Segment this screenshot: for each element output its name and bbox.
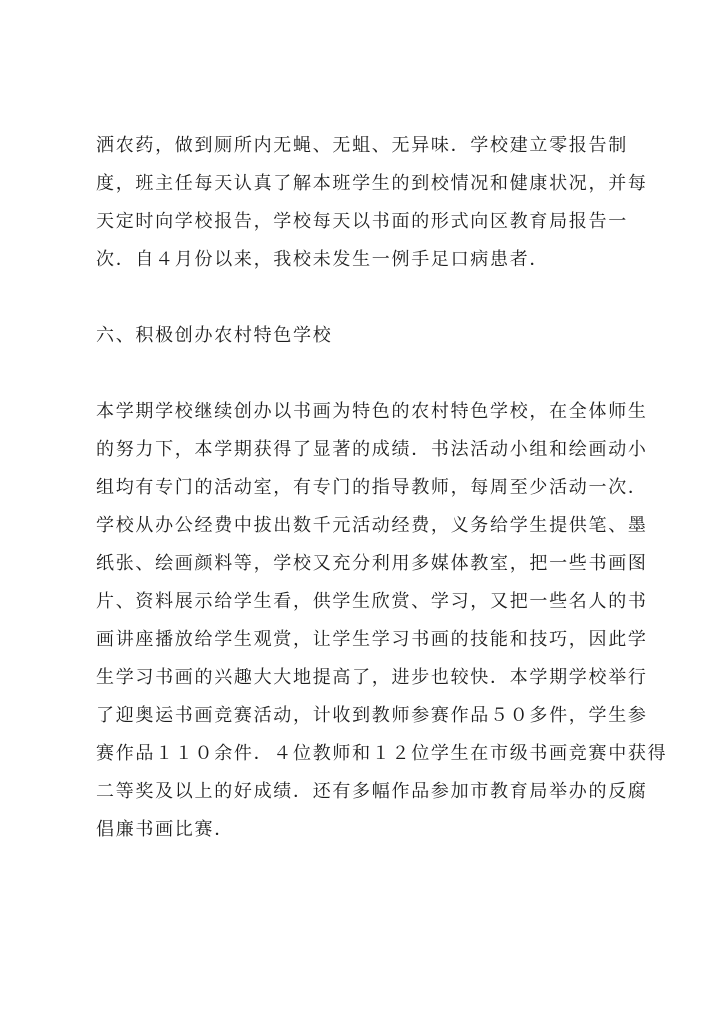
paragraph-1-line: 洒农药，做到厕所内无蝇、无蛆、无异味．学校建立零报告制 bbox=[96, 135, 628, 156]
paragraph-1-line: 天定时向学校报告，学校每天以书面的形式向区教育局报告一 bbox=[96, 211, 628, 232]
paragraph-2-line: 组均有专门的活动室，有专门的指导教师，每周至少活动一次． bbox=[96, 477, 648, 498]
section-heading: 六、积极创办农村特色学校 bbox=[96, 325, 333, 346]
paragraph-2-line: 的努力下，本学期获得了显著的成绩．书法活动小组和绘画动小 bbox=[96, 439, 648, 460]
paragraph-2-line: 纸张、绘画颜料等，学校又充分利用多媒体教室，把一些书画图 bbox=[96, 553, 648, 574]
paragraph-2-line: 二等奖及以上的好成绩．还有多幅作品参加市教育局举办的反腐 bbox=[96, 781, 648, 802]
paragraph-2-line: 片、资料展示给学生看，供学生欣赏、学习，又把一些名人的书 bbox=[96, 591, 648, 612]
paragraph-2-line: 画讲座播放给学生观赏，让学生学习书画的技能和技巧，因此学 bbox=[96, 629, 648, 650]
paragraph-2-line: 了迎奥运书画竞赛活动，计收到教师参赛作品５０多件，学生参 bbox=[96, 705, 648, 726]
paragraph-2-line: 生学习书画的兴趣大大地提高了，进步也较快．本学期学校举行 bbox=[96, 667, 648, 688]
paragraph-2-line: 赛作品１１０余件．４位教师和１２位学生在市级书画竞赛中获得 bbox=[96, 743, 668, 764]
paragraph-2-line: 倡廉书画比赛． bbox=[96, 819, 234, 840]
paragraph-1-line: 次．自４月份以来，我校未发生一例手足口病患者． bbox=[96, 249, 550, 270]
paragraph-2-line: 本学期学校继续创办以书画为特色的农村特色学校，在全体师生 bbox=[96, 401, 648, 422]
paragraph-1-line: 度，班主任每天认真了解本班学生的到校情况和健康状况，并每 bbox=[96, 173, 648, 194]
paragraph-2-line: 学校从办公经费中拔出数千元活动经费，义务给学生提供笔、墨 bbox=[96, 515, 648, 536]
